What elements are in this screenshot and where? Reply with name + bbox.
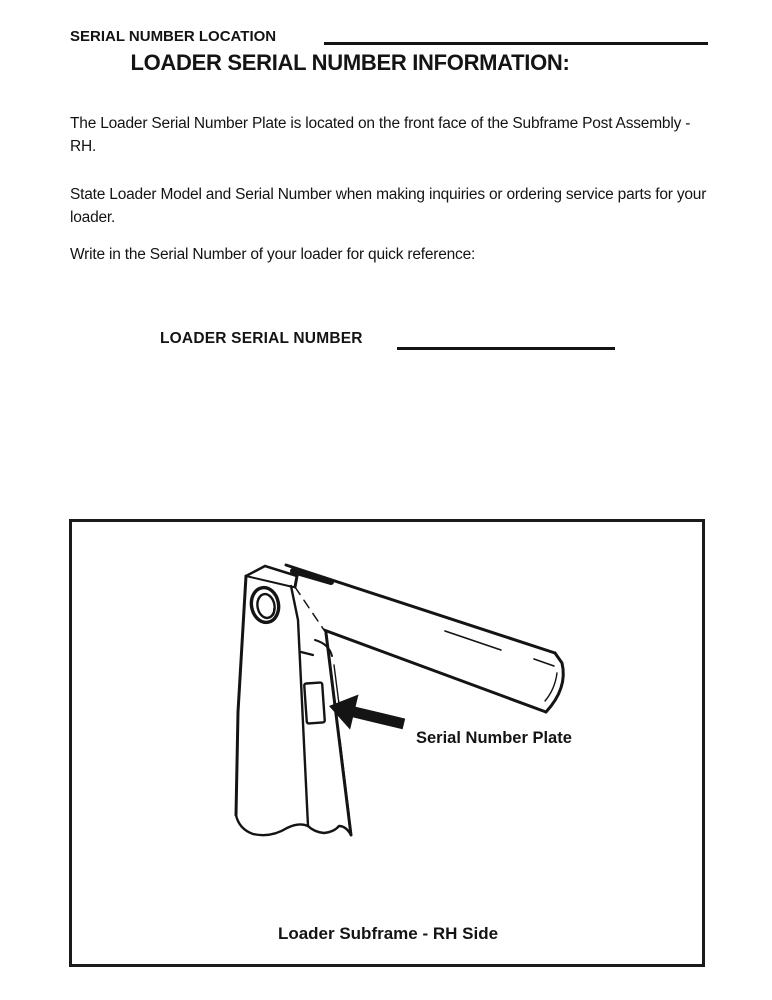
callout-label: Serial Number Plate xyxy=(416,729,572,747)
figure-caption: Loader Subframe - RH Side xyxy=(277,924,499,943)
inquiry-paragraph: State Loader Model and Serial Number when making inquiries or ordering service parts for your loader. xyxy=(70,186,707,226)
serial-plate xyxy=(304,682,325,723)
header-rule xyxy=(324,42,708,45)
serial-number-label: LOADER SERIAL NUMBER xyxy=(160,330,363,347)
write-in-paragraph: Write in the Serial Number of your loader for quick reference: xyxy=(70,246,476,263)
section-header: SERIAL NUMBER LOCATION xyxy=(70,28,277,45)
intro-paragraph: The Loader Serial Number Plate is located on the front face of the Subframe Post Assembly - RH. xyxy=(70,115,691,155)
figure-frame xyxy=(69,519,705,967)
callout-arrow-icon xyxy=(329,695,405,730)
page-title: LOADER SERIAL NUMBER INFORMATION: xyxy=(130,50,570,75)
serial-number-blank xyxy=(397,347,615,350)
subframe-drawing xyxy=(72,522,702,964)
